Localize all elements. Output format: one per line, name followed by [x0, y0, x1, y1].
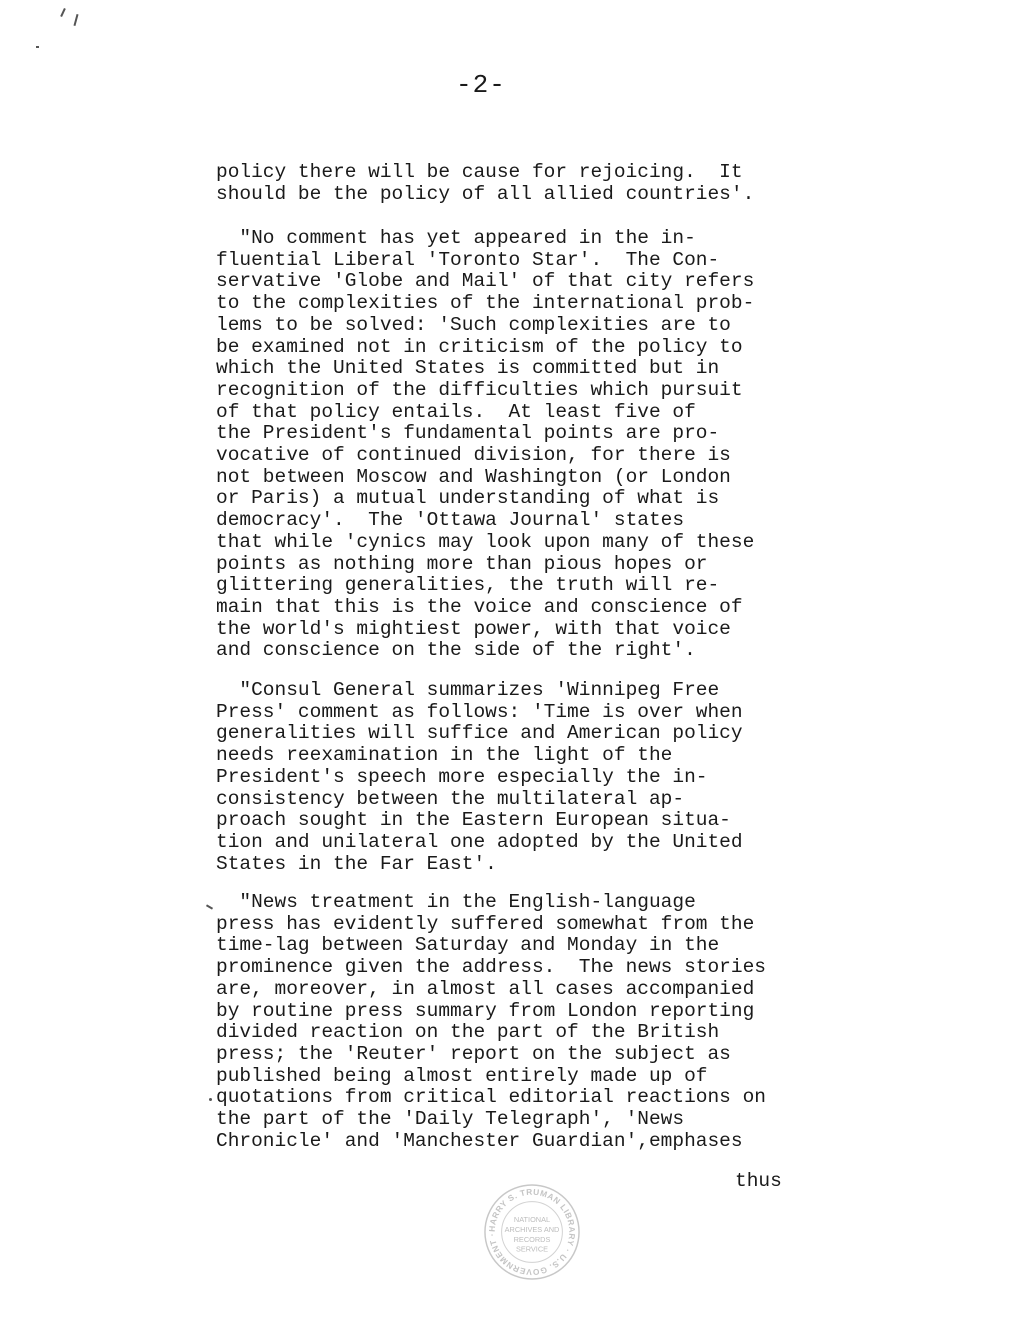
stray-mark — [206, 904, 213, 909]
stamp-line: NATIONAL — [513, 1215, 551, 1225]
stamp-ring-text: HARRY S. TRUMAN LIBRARY · U.S. GOVERNMENT · — [486, 1186, 578, 1278]
stray-mark — [36, 46, 39, 48]
paragraph-news-treatment: "News treatment in the English-language press has evidently suffered somewhat from the time-lag between Saturday and Monday in the prominence given the address. The news stories are, moreover, in almost all cases accompanied by routine press summary from London reporting divided reaction on the part of the British press; the 'Reuter' report on the subject as published being almost entirely made up of quotations from critical editorial reactions on the part of the 'Daily Telegraph', 'News Chronicle' and 'Manchester Guardian',emphases — [216, 891, 766, 1152]
archives-stamp — [483, 1183, 581, 1281]
stray-mark — [209, 1098, 212, 1101]
stamp-line: ARCHIVES AND — [504, 1225, 560, 1234]
paragraph-continuation: policy there will be cause for rejoicing. It should be the policy of all allied countries'. — [216, 161, 755, 205]
page-number: -2- — [456, 70, 506, 100]
paragraph-winnipeg-comment: "Consul General summarizes 'Winnipeg Free Press' comment as follows: 'Time is over when generalities will suffice and American policy needs reexamination in the light of the President's speech more especially the in- consistency between the multilateral ap- proach sought in the Eastern European situa- tion and unilateral one adopted by the United States in the Far East'. — [216, 679, 743, 875]
catchword: thus — [735, 1170, 782, 1192]
stamp-line: SERVICE — [515, 1244, 549, 1254]
stamp-line: RECORDS — [513, 1234, 551, 1244]
stray-mark — [60, 8, 66, 17]
paragraph-toronto-ottawa-comment: "No comment has yet appeared in the in- fluential Liberal 'Toronto Star'. The Con- servative 'Globe and Mail' of that city refers to the complexities of the international prob- lems to be solved: 'Such complexities are to be examined not in criticism of the policy to which the United States is committed but in recognition of the difficulties which pursuit of that policy entails. At least five of the President's fundamental points are pro- vocative of continued division, for there is not between Moscow and Washington (or London or Paris) a mutual understanding of what is democracy'. The 'Ottawa Journal' states that while 'cynics may look upon many of these points as nothing more than pious hopes or glittering generalities, the truth will re- main that this is the voice and conscience of the world's mightiest power, with that voice and conscience on the side of the right'. — [216, 227, 755, 662]
stray-mark — [73, 14, 78, 26]
